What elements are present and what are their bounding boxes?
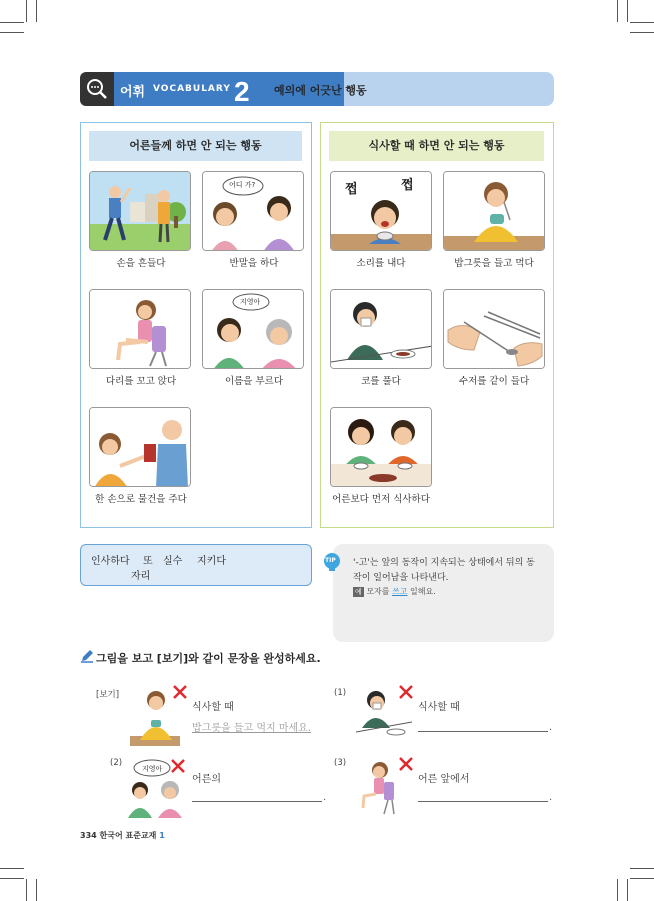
caption: 다리를 꼬고 앉다 [105, 376, 177, 387]
caption: 수저를 같이 들다 [458, 376, 530, 387]
section-label: 어휘 [120, 85, 146, 100]
crop-mark [26, 0, 27, 22]
item-label: (3) [334, 758, 347, 768]
item-label: (1) [334, 688, 347, 698]
crop-mark [36, 879, 37, 901]
left-panel [80, 122, 312, 528]
tip-example-highlight: 쓰고 [392, 587, 408, 596]
item-label: (2) [110, 758, 123, 768]
header-title-band [344, 72, 554, 106]
tip-example [353, 586, 436, 597]
illustration-holding-bowl [443, 171, 545, 251]
illustration-spoon-chopsticks [443, 289, 545, 369]
sentence-period: . [323, 792, 327, 803]
illustration-slurping [330, 171, 432, 251]
illustration-one-hand-give [89, 407, 191, 487]
caption: 이름을 부르다 [224, 376, 284, 387]
section-title: 예의에 어긋난 행동 [274, 84, 367, 97]
answer-line[interactable] [418, 801, 548, 802]
illustration-banmal [202, 171, 304, 251]
example-answer: 밥그릇을 들고 먹지 마세요. [192, 723, 311, 734]
tip-text: '-고'는 앞의 동작이 지속되는 상태에서 뒤의 동작이 일어남을 나타낸다. [353, 558, 535, 583]
sound-effect: 쩝 [401, 178, 414, 193]
answer-line[interactable] [192, 801, 322, 802]
word: 자리 [131, 571, 151, 582]
x-mark-icon [398, 684, 414, 700]
x-mark-icon [398, 756, 414, 772]
vocabulary-icon [80, 72, 114, 106]
speech-bubble-text: 지영아 [142, 765, 163, 773]
crop-mark [0, 22, 24, 23]
crop-mark [627, 0, 628, 22]
crop-mark [630, 868, 654, 869]
item-illustration [360, 758, 400, 816]
left-panel-title: 어른들께 하면 안 되는 행동 [89, 131, 302, 161]
illustration-cross-legs [89, 289, 191, 369]
tip-example-text: 일해요. [407, 587, 436, 596]
word: 또 [143, 556, 153, 567]
sound-effect: 쩝 [345, 182, 358, 197]
caption: 코를 풀다 [361, 376, 401, 387]
illustration-eating-first [330, 407, 432, 487]
speech-bubble-text: 어디 가? [229, 181, 256, 189]
crop-mark [0, 32, 24, 33]
item-prompt: 어른의 [192, 774, 221, 785]
word: 실수 [163, 556, 183, 567]
right-panel-title: 식사할 때 하면 안 되는 행동 [329, 131, 544, 161]
sentence-period: . [549, 792, 553, 803]
crop-mark [630, 878, 654, 879]
crop-mark [617, 0, 618, 22]
tip-badge: TIP [325, 557, 336, 564]
page-number: 334 [80, 831, 97, 840]
caption: 손을 흔들다 [116, 258, 166, 269]
word: 인사하다 [91, 556, 130, 567]
caption: 소리를 내다 [356, 258, 406, 269]
crop-mark [0, 868, 24, 869]
tip-lightbulb-icon [322, 552, 342, 572]
crop-mark [630, 32, 654, 33]
pencil-icon [80, 648, 94, 667]
illustration-blowing-nose [330, 289, 432, 369]
crop-mark [630, 22, 654, 23]
illustration-calling-name [202, 289, 304, 369]
section-label-en: VOCABULARY [153, 84, 231, 94]
tip-box [333, 544, 554, 642]
word: 지키다 [197, 556, 226, 567]
section-header [80, 72, 554, 106]
word-box [80, 544, 312, 586]
sentence-period: . [549, 722, 553, 733]
crop-mark [36, 0, 37, 22]
x-mark-icon [172, 684, 188, 700]
right-panel [320, 122, 554, 528]
example-label: [보기] [96, 690, 120, 700]
x-mark-icon [170, 758, 186, 774]
caption: 밥그릇을 들고 먹다 [454, 258, 534, 269]
illustration-waving [89, 171, 191, 251]
book-title: 한국어 표준교재 [99, 831, 157, 840]
item-prompt: 식사할 때 [418, 702, 460, 713]
example-prompt: 식사할 때 [192, 702, 234, 713]
book-volume: 1 [159, 831, 165, 840]
tip-example-text: 모자를 [366, 587, 393, 596]
page-footer [80, 830, 165, 841]
exercise-instruction: 그림을 보고 [보기]와 같이 문장을 완성하세요. [96, 652, 321, 665]
section-number: 2 [234, 76, 250, 107]
crop-mark [617, 879, 618, 901]
item-prompt: 어른 앞에서 [418, 774, 470, 785]
crop-mark [0, 878, 24, 879]
speech-bubble-text: 지영아 [240, 298, 261, 306]
caption: 반말을 하다 [229, 258, 279, 269]
crop-mark [627, 879, 628, 901]
example-marker: 예 [355, 588, 362, 596]
caption: 한 손으로 물건을 주다 [95, 494, 187, 505]
caption: 어른보다 먼저 식사하다 [332, 494, 430, 505]
crop-mark [26, 879, 27, 901]
answer-line[interactable] [418, 731, 548, 732]
